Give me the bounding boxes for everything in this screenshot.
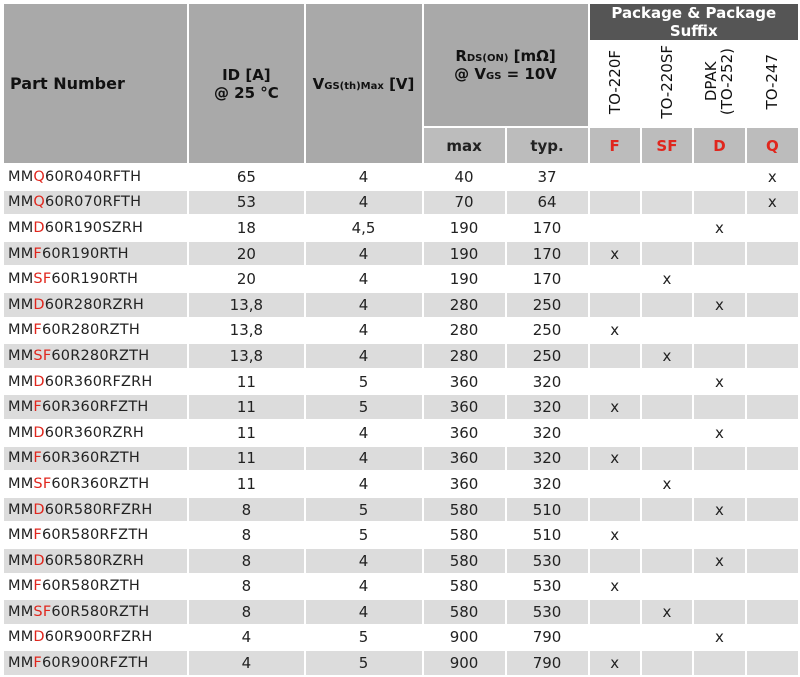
part-number-rest: 60R360RFZTH — [41, 399, 149, 416]
part-number-cell — [4, 319, 187, 343]
vgs-cell: 5 — [306, 395, 422, 419]
package-mark-f: x — [590, 319, 640, 343]
part-number-cell — [4, 447, 187, 471]
part-number-package-suffix: SF — [33, 347, 52, 364]
part-number-cell — [4, 191, 187, 215]
part-number-prefix: MM — [8, 552, 34, 569]
part-number-prefix: MM — [8, 475, 34, 492]
part-number-cell — [4, 395, 187, 419]
package-mark-sf — [642, 575, 692, 599]
part-number-rest: 60R190SZRH — [44, 219, 144, 236]
package-mark-sf: x — [642, 472, 692, 496]
table-row — [4, 626, 798, 650]
package-mark-f — [590, 267, 640, 291]
rds-typ-cell: 320 — [507, 472, 588, 496]
package-mark-sf — [642, 626, 692, 650]
part-number-cell — [4, 165, 187, 189]
header-suffix-q: Q — [747, 128, 798, 163]
part-number-package-suffix: D — [33, 629, 45, 646]
package-mark-f — [590, 293, 640, 317]
table-row — [4, 165, 798, 189]
part-number-prefix: MM — [8, 603, 34, 620]
id-cell: 11 — [189, 472, 303, 496]
package-mark-sf — [642, 421, 692, 445]
part-number-rest: 60R190RTH — [51, 271, 139, 288]
header-id-line2: @ 25 °C — [213, 83, 279, 102]
package-mark-q — [747, 216, 798, 240]
rds-typ-cell: 170 — [507, 242, 588, 266]
header-id — [189, 4, 303, 163]
mosfet-spec-table — [2, 2, 800, 677]
id-cell: 20 — [189, 242, 303, 266]
id-cell: 8 — [189, 549, 303, 573]
package-mark-f — [590, 191, 640, 215]
package-mark-q — [747, 523, 798, 547]
part-number-package-suffix: D — [33, 501, 45, 518]
part-number-rest: 60R040RFTH — [45, 168, 142, 185]
table-row — [4, 319, 798, 343]
header-package-to247 — [747, 42, 798, 126]
package-mark-sf — [642, 216, 692, 240]
package-mark-f — [590, 626, 640, 650]
table-row — [4, 651, 798, 675]
table-row — [4, 549, 798, 573]
package-mark-d — [694, 575, 745, 599]
header-rds — [424, 4, 588, 126]
package-mark-q — [747, 242, 798, 266]
rds-max-cell: 280 — [424, 293, 505, 317]
package-mark-f: x — [590, 523, 640, 547]
part-number-package-suffix: D — [33, 552, 45, 569]
part-number-cell — [4, 651, 187, 675]
header-package-to247-label: TO-247 — [763, 54, 782, 110]
header-rds-cond-subscript: GS — [485, 71, 502, 82]
part-number-cell — [4, 523, 187, 547]
part-number-cell — [4, 498, 187, 522]
part-number-prefix: MM — [8, 629, 34, 646]
package-mark-sf — [642, 319, 692, 343]
vgs-cell: 4 — [306, 600, 422, 624]
rds-max-cell: 580 — [424, 575, 505, 599]
header-part-number: Part Number — [4, 4, 187, 163]
package-mark-sf — [642, 165, 692, 189]
rds-max-cell: 360 — [424, 447, 505, 471]
package-mark-d — [694, 165, 745, 189]
package-mark-d: x — [694, 293, 745, 317]
rds-typ-cell: 530 — [507, 600, 588, 624]
part-number-rest: 60R580RFZRH — [44, 501, 153, 518]
package-mark-d: x — [694, 626, 745, 650]
rds-typ-cell: 790 — [507, 626, 588, 650]
rds-typ-cell: 320 — [507, 447, 588, 471]
header-rds-line2 — [424, 65, 588, 83]
part-number-cell — [4, 242, 187, 266]
package-mark-q — [747, 575, 798, 599]
part-number-rest: 60R070RFTH — [45, 194, 142, 211]
header-package-group: Package & Package Suffix — [590, 4, 798, 40]
table-row — [4, 370, 798, 394]
package-mark-sf: x — [642, 267, 692, 291]
rds-typ-cell: 170 — [507, 267, 588, 291]
vgs-cell: 5 — [306, 498, 422, 522]
part-number-prefix: MM — [8, 655, 34, 672]
rds-typ-cell: 510 — [507, 498, 588, 522]
package-mark-d — [694, 319, 745, 343]
header-suffix-sf: SF — [642, 128, 692, 163]
rds-max-cell: 280 — [424, 344, 505, 368]
part-number-rest: 60R190RTH — [41, 245, 129, 262]
vgs-cell: 4 — [306, 472, 422, 496]
part-number-prefix: MM — [8, 194, 34, 211]
rds-typ-cell: 64 — [507, 191, 588, 215]
part-number-rest: 60R360RZTH — [51, 475, 150, 492]
package-mark-f — [590, 216, 640, 240]
header-package-to220f — [590, 42, 640, 126]
id-cell: 13,8 — [189, 293, 303, 317]
package-mark-sf — [642, 549, 692, 573]
vgs-cell: 5 — [306, 626, 422, 650]
package-mark-f: x — [590, 651, 640, 675]
package-mark-f: x — [590, 395, 640, 419]
part-number-prefix: MM — [8, 527, 34, 544]
part-number-prefix: MM — [8, 219, 34, 236]
part-number-prefix: MM — [8, 322, 34, 339]
part-number-prefix: MM — [8, 450, 34, 467]
part-number-prefix: MM — [8, 296, 34, 313]
header-vgs-unit: [V] — [383, 74, 415, 93]
table-row — [4, 523, 798, 547]
part-number-package-suffix: SF — [33, 603, 52, 620]
vgs-cell: 4,5 — [306, 216, 422, 240]
table-body — [4, 165, 798, 675]
header-rds-unit: [mΩ] — [508, 47, 556, 65]
part-number-package-suffix: F — [33, 245, 42, 262]
header-package-dpak-label: DPAK (TO-252) — [702, 48, 737, 116]
package-mark-sf — [642, 395, 692, 419]
part-number-cell — [4, 626, 187, 650]
part-number-package-suffix: F — [33, 450, 42, 467]
table-row — [4, 191, 798, 215]
header-vgs-symbol: V — [312, 74, 325, 93]
package-mark-d — [694, 344, 745, 368]
table-row — [4, 242, 798, 266]
rds-max-cell: 190 — [424, 242, 505, 266]
package-mark-q: x — [747, 165, 798, 189]
package-mark-f — [590, 498, 640, 522]
part-number-cell — [4, 370, 187, 394]
rds-max-cell: 280 — [424, 319, 505, 343]
part-number-prefix: MM — [8, 271, 34, 288]
part-number-cell — [4, 575, 187, 599]
rds-max-cell: 360 — [424, 472, 505, 496]
package-mark-q — [747, 626, 798, 650]
header-package-to220sf-label: TO-220SF — [657, 45, 676, 119]
part-number-rest: 60R900RFZTH — [41, 655, 149, 672]
header-package-to220f-label: TO-220F — [605, 49, 624, 115]
vgs-cell: 4 — [306, 575, 422, 599]
package-mark-q — [747, 319, 798, 343]
part-number-prefix: MM — [8, 168, 34, 185]
part-number-prefix: MM — [8, 245, 34, 262]
part-number-rest: 60R580RZTH — [41, 578, 140, 595]
vgs-cell: 4 — [306, 447, 422, 471]
package-mark-d — [694, 600, 745, 624]
id-cell: 53 — [189, 191, 303, 215]
table-row — [4, 447, 798, 471]
package-mark-sf — [642, 523, 692, 547]
package-mark-q — [747, 447, 798, 471]
vgs-cell: 5 — [306, 651, 422, 675]
part-number-cell — [4, 216, 187, 240]
package-mark-d — [694, 523, 745, 547]
part-number-cell — [4, 344, 187, 368]
vgs-cell: 4 — [306, 242, 422, 266]
part-number-rest: 60R580RFZTH — [41, 527, 149, 544]
part-number-cell — [4, 267, 187, 291]
part-number-package-suffix: D — [33, 219, 45, 236]
rds-typ-cell: 510 — [507, 523, 588, 547]
rds-typ-cell: 320 — [507, 370, 588, 394]
package-mark-d — [694, 651, 745, 675]
table-row — [4, 472, 798, 496]
part-number-package-suffix: F — [33, 655, 42, 672]
part-number-package-suffix: SF — [33, 271, 52, 288]
package-mark-sf: x — [642, 600, 692, 624]
rds-typ-cell: 250 — [507, 293, 588, 317]
package-mark-f — [590, 370, 640, 394]
part-number-rest: 60R360RZRH — [44, 424, 144, 441]
table-row — [4, 344, 798, 368]
part-number-package-suffix: F — [33, 322, 42, 339]
package-mark-q — [747, 370, 798, 394]
package-mark-d: x — [694, 370, 745, 394]
package-mark-d — [694, 242, 745, 266]
rds-max-cell: 190 — [424, 216, 505, 240]
vgs-cell: 5 — [306, 370, 422, 394]
id-cell: 11 — [189, 447, 303, 471]
package-mark-d: x — [694, 498, 745, 522]
rds-max-cell: 580 — [424, 498, 505, 522]
header-rds-cond: @ V — [454, 65, 486, 83]
package-mark-q — [747, 344, 798, 368]
package-mark-f — [590, 549, 640, 573]
package-mark-sf: x — [642, 344, 692, 368]
package-mark-q — [747, 395, 798, 419]
rds-typ-cell: 320 — [507, 421, 588, 445]
part-number-prefix: MM — [8, 399, 34, 416]
header-max: max — [424, 128, 505, 163]
id-cell: 11 — [189, 370, 303, 394]
package-mark-q — [747, 421, 798, 445]
package-mark-f — [590, 344, 640, 368]
package-mark-sf — [642, 447, 692, 471]
package-mark-d — [694, 395, 745, 419]
part-number-cell — [4, 600, 187, 624]
package-mark-sf — [642, 242, 692, 266]
header-suffix-f: F — [590, 128, 640, 163]
part-number-rest: 60R900RFZRH — [44, 629, 153, 646]
vgs-cell: 4 — [306, 293, 422, 317]
part-number-package-suffix: D — [33, 296, 45, 313]
rds-typ-cell: 320 — [507, 395, 588, 419]
table-row — [4, 600, 798, 624]
id-cell: 11 — [189, 421, 303, 445]
package-mark-q — [747, 472, 798, 496]
package-mark-d: x — [694, 421, 745, 445]
table-row — [4, 395, 798, 419]
part-number-prefix: MM — [8, 373, 34, 390]
header-vgs — [306, 4, 422, 163]
header-rds-symbol: R — [455, 47, 467, 65]
rds-max-cell: 580 — [424, 600, 505, 624]
part-number-cell — [4, 421, 187, 445]
part-number-package-suffix: D — [33, 373, 45, 390]
rds-typ-cell: 250 — [507, 344, 588, 368]
part-number-package-suffix: Q — [33, 194, 46, 211]
part-number-rest: 60R280RZTH — [41, 322, 140, 339]
package-mark-q — [747, 293, 798, 317]
package-mark-f: x — [590, 447, 640, 471]
id-cell: 8 — [189, 575, 303, 599]
id-cell: 4 — [189, 651, 303, 675]
rds-max-cell: 70 — [424, 191, 505, 215]
package-mark-q — [747, 651, 798, 675]
header-package-to220sf — [642, 42, 692, 126]
header-rds-subscript: DS(ON) — [466, 53, 509, 64]
package-mark-sf — [642, 191, 692, 215]
part-number-rest: 60R360RFZRH — [44, 373, 153, 390]
rds-max-cell: 360 — [424, 421, 505, 445]
rds-max-cell: 900 — [424, 626, 505, 650]
header-vgs-subscript: GS(th)Max — [324, 80, 384, 92]
header-rds-line1 — [424, 47, 588, 65]
id-cell: 20 — [189, 267, 303, 291]
package-mark-sf — [642, 293, 692, 317]
package-mark-sf — [642, 651, 692, 675]
part-number-prefix: MM — [8, 578, 34, 595]
rds-max-cell: 190 — [424, 267, 505, 291]
table-row — [4, 498, 798, 522]
package-mark-d: x — [694, 549, 745, 573]
package-mark-f: x — [590, 242, 640, 266]
package-mark-d — [694, 191, 745, 215]
id-cell: 8 — [189, 498, 303, 522]
id-cell: 18 — [189, 216, 303, 240]
part-number-cell — [4, 472, 187, 496]
package-mark-q — [747, 267, 798, 291]
table-row — [4, 267, 798, 291]
part-number-rest: 60R580RZTH — [51, 603, 150, 620]
part-number-package-suffix: F — [33, 578, 42, 595]
vgs-cell: 4 — [306, 319, 422, 343]
package-mark-q — [747, 498, 798, 522]
package-mark-f: x — [590, 575, 640, 599]
rds-max-cell: 900 — [424, 651, 505, 675]
part-number-rest: 60R360RZTH — [41, 450, 140, 467]
rds-typ-cell: 530 — [507, 549, 588, 573]
package-mark-q — [747, 549, 798, 573]
header-rds-cond-value: = 10V — [501, 65, 557, 83]
package-mark-q — [747, 600, 798, 624]
header-package-dpak — [694, 42, 745, 126]
package-mark-f — [590, 421, 640, 445]
vgs-cell: 4 — [306, 267, 422, 291]
package-mark-d — [694, 472, 745, 496]
id-cell: 13,8 — [189, 319, 303, 343]
id-cell: 65 — [189, 165, 303, 189]
table-row — [4, 216, 798, 240]
rds-typ-cell: 530 — [507, 575, 588, 599]
part-number-cell — [4, 293, 187, 317]
part-number-package-suffix: Q — [33, 168, 46, 185]
part-number-package-suffix: F — [33, 527, 42, 544]
vgs-cell: 4 — [306, 191, 422, 215]
package-mark-d: x — [694, 216, 745, 240]
id-cell: 11 — [189, 395, 303, 419]
rds-max-cell: 40 — [424, 165, 505, 189]
rds-typ-cell: 790 — [507, 651, 588, 675]
rds-typ-cell: 170 — [507, 216, 588, 240]
table-row — [4, 421, 798, 445]
header-suffix-d: D — [694, 128, 745, 163]
package-mark-sf — [642, 370, 692, 394]
vgs-cell: 4 — [306, 344, 422, 368]
part-number-rest: 60R280RZTH — [51, 347, 150, 364]
part-number-prefix: MM — [8, 347, 34, 364]
id-cell: 13,8 — [189, 344, 303, 368]
rds-max-cell: 360 — [424, 395, 505, 419]
rds-max-cell: 360 — [424, 370, 505, 394]
part-number-prefix: MM — [8, 501, 34, 518]
id-cell: 8 — [189, 523, 303, 547]
package-mark-f — [590, 600, 640, 624]
id-cell: 4 — [189, 626, 303, 650]
table-row — [4, 293, 798, 317]
part-number-prefix: MM — [8, 424, 34, 441]
package-mark-f — [590, 165, 640, 189]
part-number-rest: 60R580RZRH — [44, 552, 144, 569]
rds-max-cell: 580 — [424, 523, 505, 547]
package-mark-q: x — [747, 191, 798, 215]
package-mark-d — [694, 447, 745, 471]
part-number-package-suffix: F — [33, 399, 42, 416]
part-number-rest: 60R280RZRH — [44, 296, 144, 313]
vgs-cell: 4 — [306, 421, 422, 445]
package-mark-f — [590, 472, 640, 496]
table-row — [4, 575, 798, 599]
package-mark-sf — [642, 498, 692, 522]
package-mark-d — [694, 267, 745, 291]
vgs-cell: 4 — [306, 165, 422, 189]
header-id-line1: ID [A] — [222, 65, 271, 84]
rds-typ-cell: 37 — [507, 165, 588, 189]
rds-max-cell: 580 — [424, 549, 505, 573]
rds-typ-cell: 250 — [507, 319, 588, 343]
header-typ: typ. — [507, 128, 588, 163]
part-number-package-suffix: SF — [33, 475, 52, 492]
vgs-cell: 5 — [306, 523, 422, 547]
part-number-package-suffix: D — [33, 424, 45, 441]
part-number-cell — [4, 549, 187, 573]
id-cell: 8 — [189, 600, 303, 624]
vgs-cell: 4 — [306, 549, 422, 573]
